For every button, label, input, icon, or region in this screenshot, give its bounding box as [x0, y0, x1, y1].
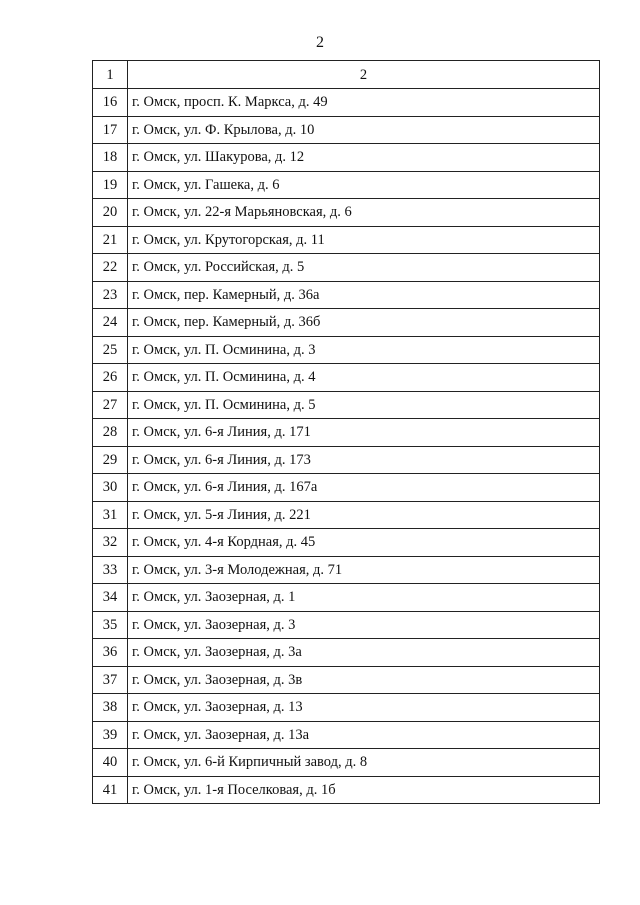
row-address: г. Омск, ул. 3-я Молодежная, д. 71 — [128, 556, 600, 584]
row-address: г. Омск, ул. Заозерная, д. 3в — [128, 666, 600, 694]
row-address: г. Омск, ул. Крутогорская, д. 11 — [128, 226, 600, 254]
row-number: 23 — [93, 281, 128, 309]
table-row — [93, 611, 600, 639]
row-number: 32 — [93, 529, 128, 557]
table-row — [93, 721, 600, 749]
row-address: г. Омск, ул. Российская, д. 5 — [128, 254, 600, 282]
table-row — [93, 419, 600, 447]
row-number: 36 — [93, 639, 128, 667]
row-address: г. Омск, ул. Заозерная, д. 3а — [128, 639, 600, 667]
table-row — [93, 116, 600, 144]
row-address: г. Омск, ул. 5-я Линия, д. 221 — [128, 501, 600, 529]
row-number: 21 — [93, 226, 128, 254]
address-table — [92, 60, 600, 804]
table-row — [93, 171, 600, 199]
row-number: 20 — [93, 199, 128, 227]
header-address: 2 — [128, 61, 600, 89]
row-number: 24 — [93, 309, 128, 337]
row-address: г. Омск, ул. 4-я Кордная, д. 45 — [128, 529, 600, 557]
row-number: 18 — [93, 144, 128, 172]
row-number: 28 — [93, 419, 128, 447]
row-number: 39 — [93, 721, 128, 749]
row-number: 40 — [93, 749, 128, 777]
table-row — [93, 89, 600, 117]
row-address: г. Омск, ул. Гашека, д. 6 — [128, 171, 600, 199]
table-row — [93, 556, 600, 584]
row-address: г. Омск, ул. П. Осминина, д. 5 — [128, 391, 600, 419]
table-row — [93, 501, 600, 529]
row-address: г. Омск, ул. 6-я Линия, д. 171 — [128, 419, 600, 447]
table-row — [93, 694, 600, 722]
row-number: 31 — [93, 501, 128, 529]
table-row — [93, 254, 600, 282]
row-number: 37 — [93, 666, 128, 694]
row-address: г. Омск, ул. 1-я Поселковая, д. 1б — [128, 776, 600, 804]
row-number: 19 — [93, 171, 128, 199]
table-row — [93, 584, 600, 612]
row-address: г. Омск, ул. Заозерная, д. 3 — [128, 611, 600, 639]
row-number: 22 — [93, 254, 128, 282]
row-address: г. Омск, ул. П. Осминина, д. 4 — [128, 364, 600, 392]
row-address: г. Омск, ул. 22-я Марьяновская, д. 6 — [128, 199, 600, 227]
row-address: г. Омск, ул. Заозерная, д. 13 — [128, 694, 600, 722]
row-address: г. Омск, ул. Заозерная, д. 13а — [128, 721, 600, 749]
row-number: 34 — [93, 584, 128, 612]
row-number: 16 — [93, 89, 128, 117]
row-number: 17 — [93, 116, 128, 144]
table-row — [93, 199, 600, 227]
row-address: г. Омск, ул. 6-я Линия, д. 173 — [128, 446, 600, 474]
table-row — [93, 336, 600, 364]
table-row — [93, 776, 600, 804]
address-table-body — [93, 61, 600, 804]
table-row — [93, 474, 600, 502]
table-row — [93, 309, 600, 337]
table-row — [93, 749, 600, 777]
row-number: 33 — [93, 556, 128, 584]
row-number: 29 — [93, 446, 128, 474]
table-row — [93, 391, 600, 419]
row-number: 35 — [93, 611, 128, 639]
row-address: г. Омск, ул. П. Осминина, д. 3 — [128, 336, 600, 364]
table-row — [93, 226, 600, 254]
row-number: 41 — [93, 776, 128, 804]
header-number: 1 — [93, 61, 128, 89]
row-address: г. Омск, ул. 6-я Линия, д. 167а — [128, 474, 600, 502]
row-number: 25 — [93, 336, 128, 364]
table-row — [93, 446, 600, 474]
row-address: г. Омск, ул. Заозерная, д. 1 — [128, 584, 600, 612]
table-row — [93, 529, 600, 557]
table-header-row — [93, 61, 600, 89]
row-address: г. Омск, пер. Камерный, д. 36а — [128, 281, 600, 309]
row-number: 38 — [93, 694, 128, 722]
row-number: 26 — [93, 364, 128, 392]
row-number: 30 — [93, 474, 128, 502]
table-row — [93, 281, 600, 309]
table-row — [93, 364, 600, 392]
row-address: г. Омск, просп. К. Маркса, д. 49 — [128, 89, 600, 117]
table-row — [93, 639, 600, 667]
row-address: г. Омск, пер. Камерный, д. 36б — [128, 309, 600, 337]
row-address: г. Омск, ул. 6-й Кирпичный завод, д. 8 — [128, 749, 600, 777]
table-row — [93, 666, 600, 694]
page-number: 2 — [316, 34, 324, 51]
row-address: г. Омск, ул. Ф. Крылова, д. 10 — [128, 116, 600, 144]
row-address: г. Омск, ул. Шакурова, д. 12 — [128, 144, 600, 172]
row-number: 27 — [93, 391, 128, 419]
table-row — [93, 144, 600, 172]
